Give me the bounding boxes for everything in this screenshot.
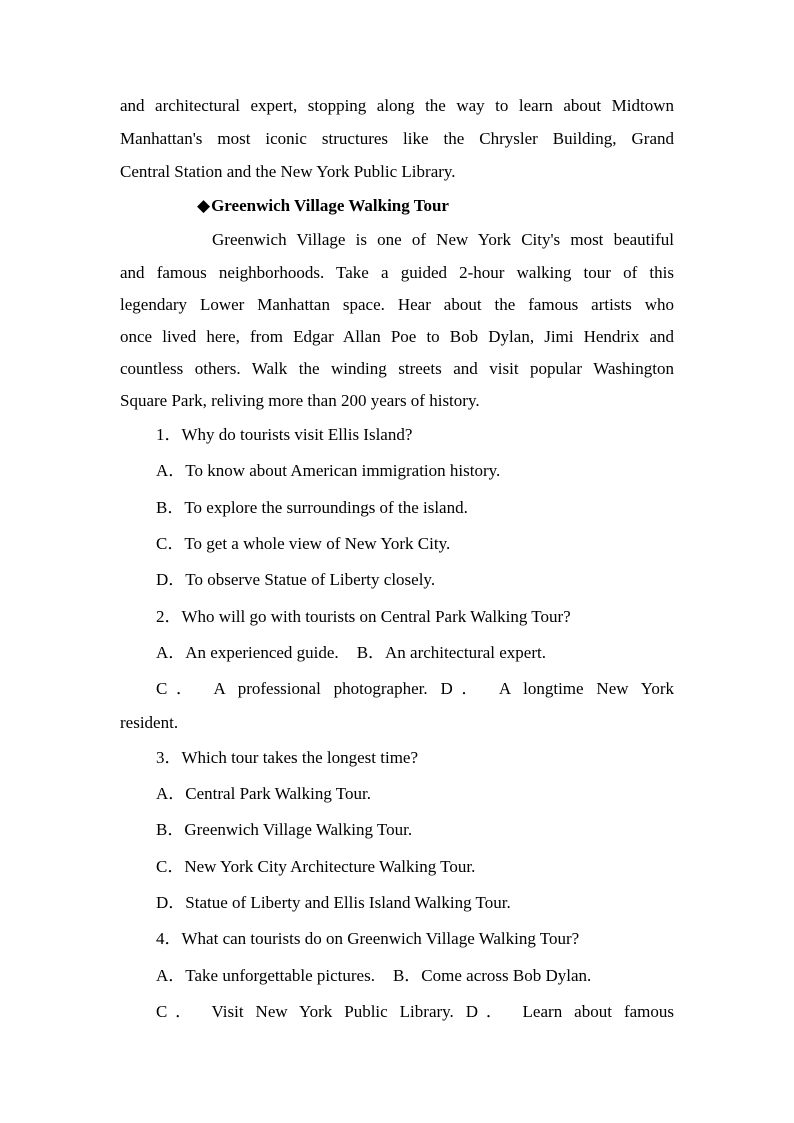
question-3-option-a: A．Central Park Walking Tour.: [156, 784, 371, 803]
passage-line-2: Manhattan's most iconic structures like the Chrysler Building, Grand: [120, 129, 674, 148]
greenwich-line-2: and famous neighborhoods. Take a guided 2-hour walking tour of this: [120, 263, 674, 282]
question-2-option-c: C． A professional photographer.: [156, 679, 428, 698]
question-4-options-cd: [156, 1000, 674, 1024]
section-heading-title: Greenwich Village Walking Tour: [211, 196, 449, 215]
question-3-stem: 3．Which tour takes the longest time?: [156, 748, 419, 767]
question-1-option-a: A．To know about American immigration history.: [156, 461, 501, 480]
diamond-bullet-icon: ◆: [197, 196, 211, 215]
question-1-option-c: C．To get a whole view of New York City.: [156, 534, 451, 553]
question-3-option-d: D．Statue of Liberty and Ellis Island Walking Tour.: [156, 893, 511, 912]
question-3-option-c: C．New York City Architecture Walking Tour.: [156, 857, 476, 876]
question-4-option-c: C． Visit New York Public Library.: [156, 1002, 454, 1021]
section-heading: [197, 194, 674, 218]
question-2-option-b: B．An architectural expert.: [356, 643, 546, 662]
question-2-option-d-continued: resident.: [120, 713, 179, 732]
passage-line-1: and architectural expert, stopping along the way to learn about Midtown: [120, 96, 674, 115]
question-4-option-a: A．Take unforgettable pictures.: [156, 966, 375, 985]
greenwich-line-1: Greenwich Village is one of New York City's most beautiful: [212, 230, 674, 249]
question-2-stem: 2．Who will go with tourists on Central Park Walking Tour?: [156, 607, 571, 626]
passage-line-3: Central Station and the New York Public Library.: [120, 162, 456, 181]
question-2-option-a: A．An experienced guide.: [156, 643, 339, 662]
question-1-stem: 1．Why do tourists visit Ellis Island?: [156, 425, 413, 444]
greenwich-line-5: countless others. Walk the winding streets and visit popular Washington: [120, 359, 674, 378]
greenwich-line-4: once lived here, from Edgar Allan Poe to Bob Dylan, Jimi Hendrix and: [120, 327, 674, 346]
question-4-options-ab: [156, 964, 674, 988]
question-3-option-b: B．Greenwich Village Walking Tour.: [156, 820, 413, 839]
question-2-option-d: D． A longtime New York: [440, 679, 675, 698]
question-2-options-ab: [156, 641, 674, 665]
question-4-stem: 4．What can tourists do on Greenwich Village Walking Tour?: [156, 929, 580, 948]
question-1-option-d: D．To observe Statue of Liberty closely.: [156, 570, 436, 589]
question-4-option-d: D． Learn about famous: [465, 1002, 674, 1021]
question-4-option-b: B．Come across Bob Dylan.: [392, 966, 592, 985]
question-2-options-cd: [156, 677, 674, 701]
greenwich-line-6: Square Park, reliving more than 200 years of history.: [120, 391, 480, 410]
question-1-option-b: B．To explore the surroundings of the island.: [156, 498, 468, 517]
greenwich-line-3: legendary Lower Manhattan space. Hear about the famous artists who: [120, 295, 674, 314]
